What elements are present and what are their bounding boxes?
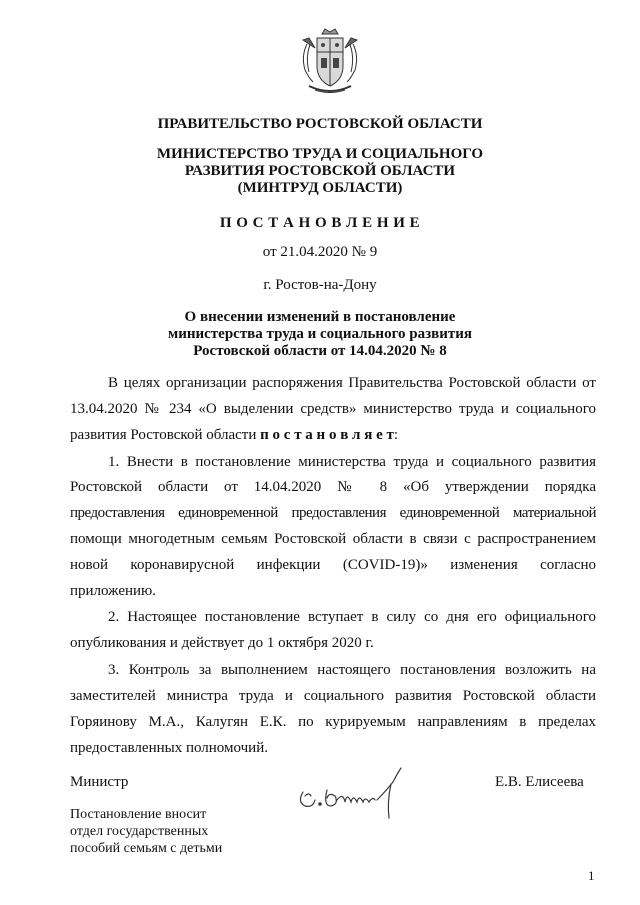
ministry-heading-line2: РАЗВИТИЯ РОСТОВСКОЙ ОБЛАСТИ	[184, 163, 456, 179]
decree-word: п о с т а н о в л я е т	[260, 427, 394, 443]
item3-line4: предоставленных полномочий.	[70, 740, 268, 756]
footer-note-line1: Постановление вносит	[70, 807, 207, 822]
footer-note-line2: отдел государственных	[70, 824, 209, 839]
item1-line6: приложению.	[70, 583, 157, 599]
city: г. Ростов-на-Дону	[263, 277, 377, 293]
item3-line3: Горяинову М.А., Калугян Е.К. по курируемым направлениям в пределах	[70, 714, 596, 730]
coat-of-arms-emblem	[295, 26, 365, 96]
intro-line2: 13.04.2020 № 234 «О выделении средств» министерство труда и социального	[70, 401, 596, 417]
intro-line3-text: развития Ростовской области	[70, 427, 261, 443]
item1-line4: помощи многодетным семьям Ростовской области в связи с распространением	[70, 531, 596, 547]
item1-line2: Ростовской области от 14.04.2020 № 8 «Об утверждении порядка	[70, 479, 596, 495]
item3-line2: заместителей министра труда и социального развития Ростовской области	[70, 688, 596, 704]
item1-line3: предоставления единовременной предоставления единовременной материальной	[70, 505, 596, 521]
ministry-heading-line1: МИНИСТЕРСТВО ТРУДА И СОЦИАЛЬНОГО	[156, 146, 484, 162]
intro-line1: В целях организации распоряжения Правительства Ростовской области от	[108, 375, 596, 391]
subject-line2: министерства труда и социального развития	[167, 326, 473, 342]
ministry-heading-line3: (МИНТРУД ОБЛАСТИ)	[237, 180, 403, 196]
item1-line1: 1. Внести в постановление министерства труда и социального развития	[108, 454, 596, 470]
government-heading: ПРАВИТЕЛЬСТВО РОСТОВСКОЙ ОБЛАСТИ	[157, 116, 483, 132]
handwritten-signature	[293, 762, 411, 830]
intro-colon: :	[393, 427, 399, 443]
footer-note-line3: пособий семьям с детьми	[70, 841, 223, 856]
intro-line3	[70, 422, 596, 449]
item2-line1: 2. Настоящее постановление вступает в силу со дня его официального	[108, 609, 596, 625]
date-number: от 21.04.2020 № 9	[262, 244, 378, 260]
page-number: 1	[588, 868, 595, 883]
item2-line2: опубликования и действует до 1 октября 2020 г.	[70, 635, 374, 651]
signatory-name: Е.В. Елисеева	[495, 774, 584, 790]
signatory-title: Министр	[70, 774, 129, 790]
document-type: П О С Т А Н О В Л Е Н И Е	[219, 215, 421, 231]
subject-line1: О внесении изменений в постановление	[184, 309, 456, 325]
item3-line1: 3. Контроль за выполнением настоящего постановления возложить на	[108, 662, 596, 678]
item1-line5: новой коронавирусной инфекции (COVID-19)» изменения согласно	[70, 557, 596, 573]
subject-line3: Ростовской области от 14.04.2020 № 8	[193, 343, 447, 359]
